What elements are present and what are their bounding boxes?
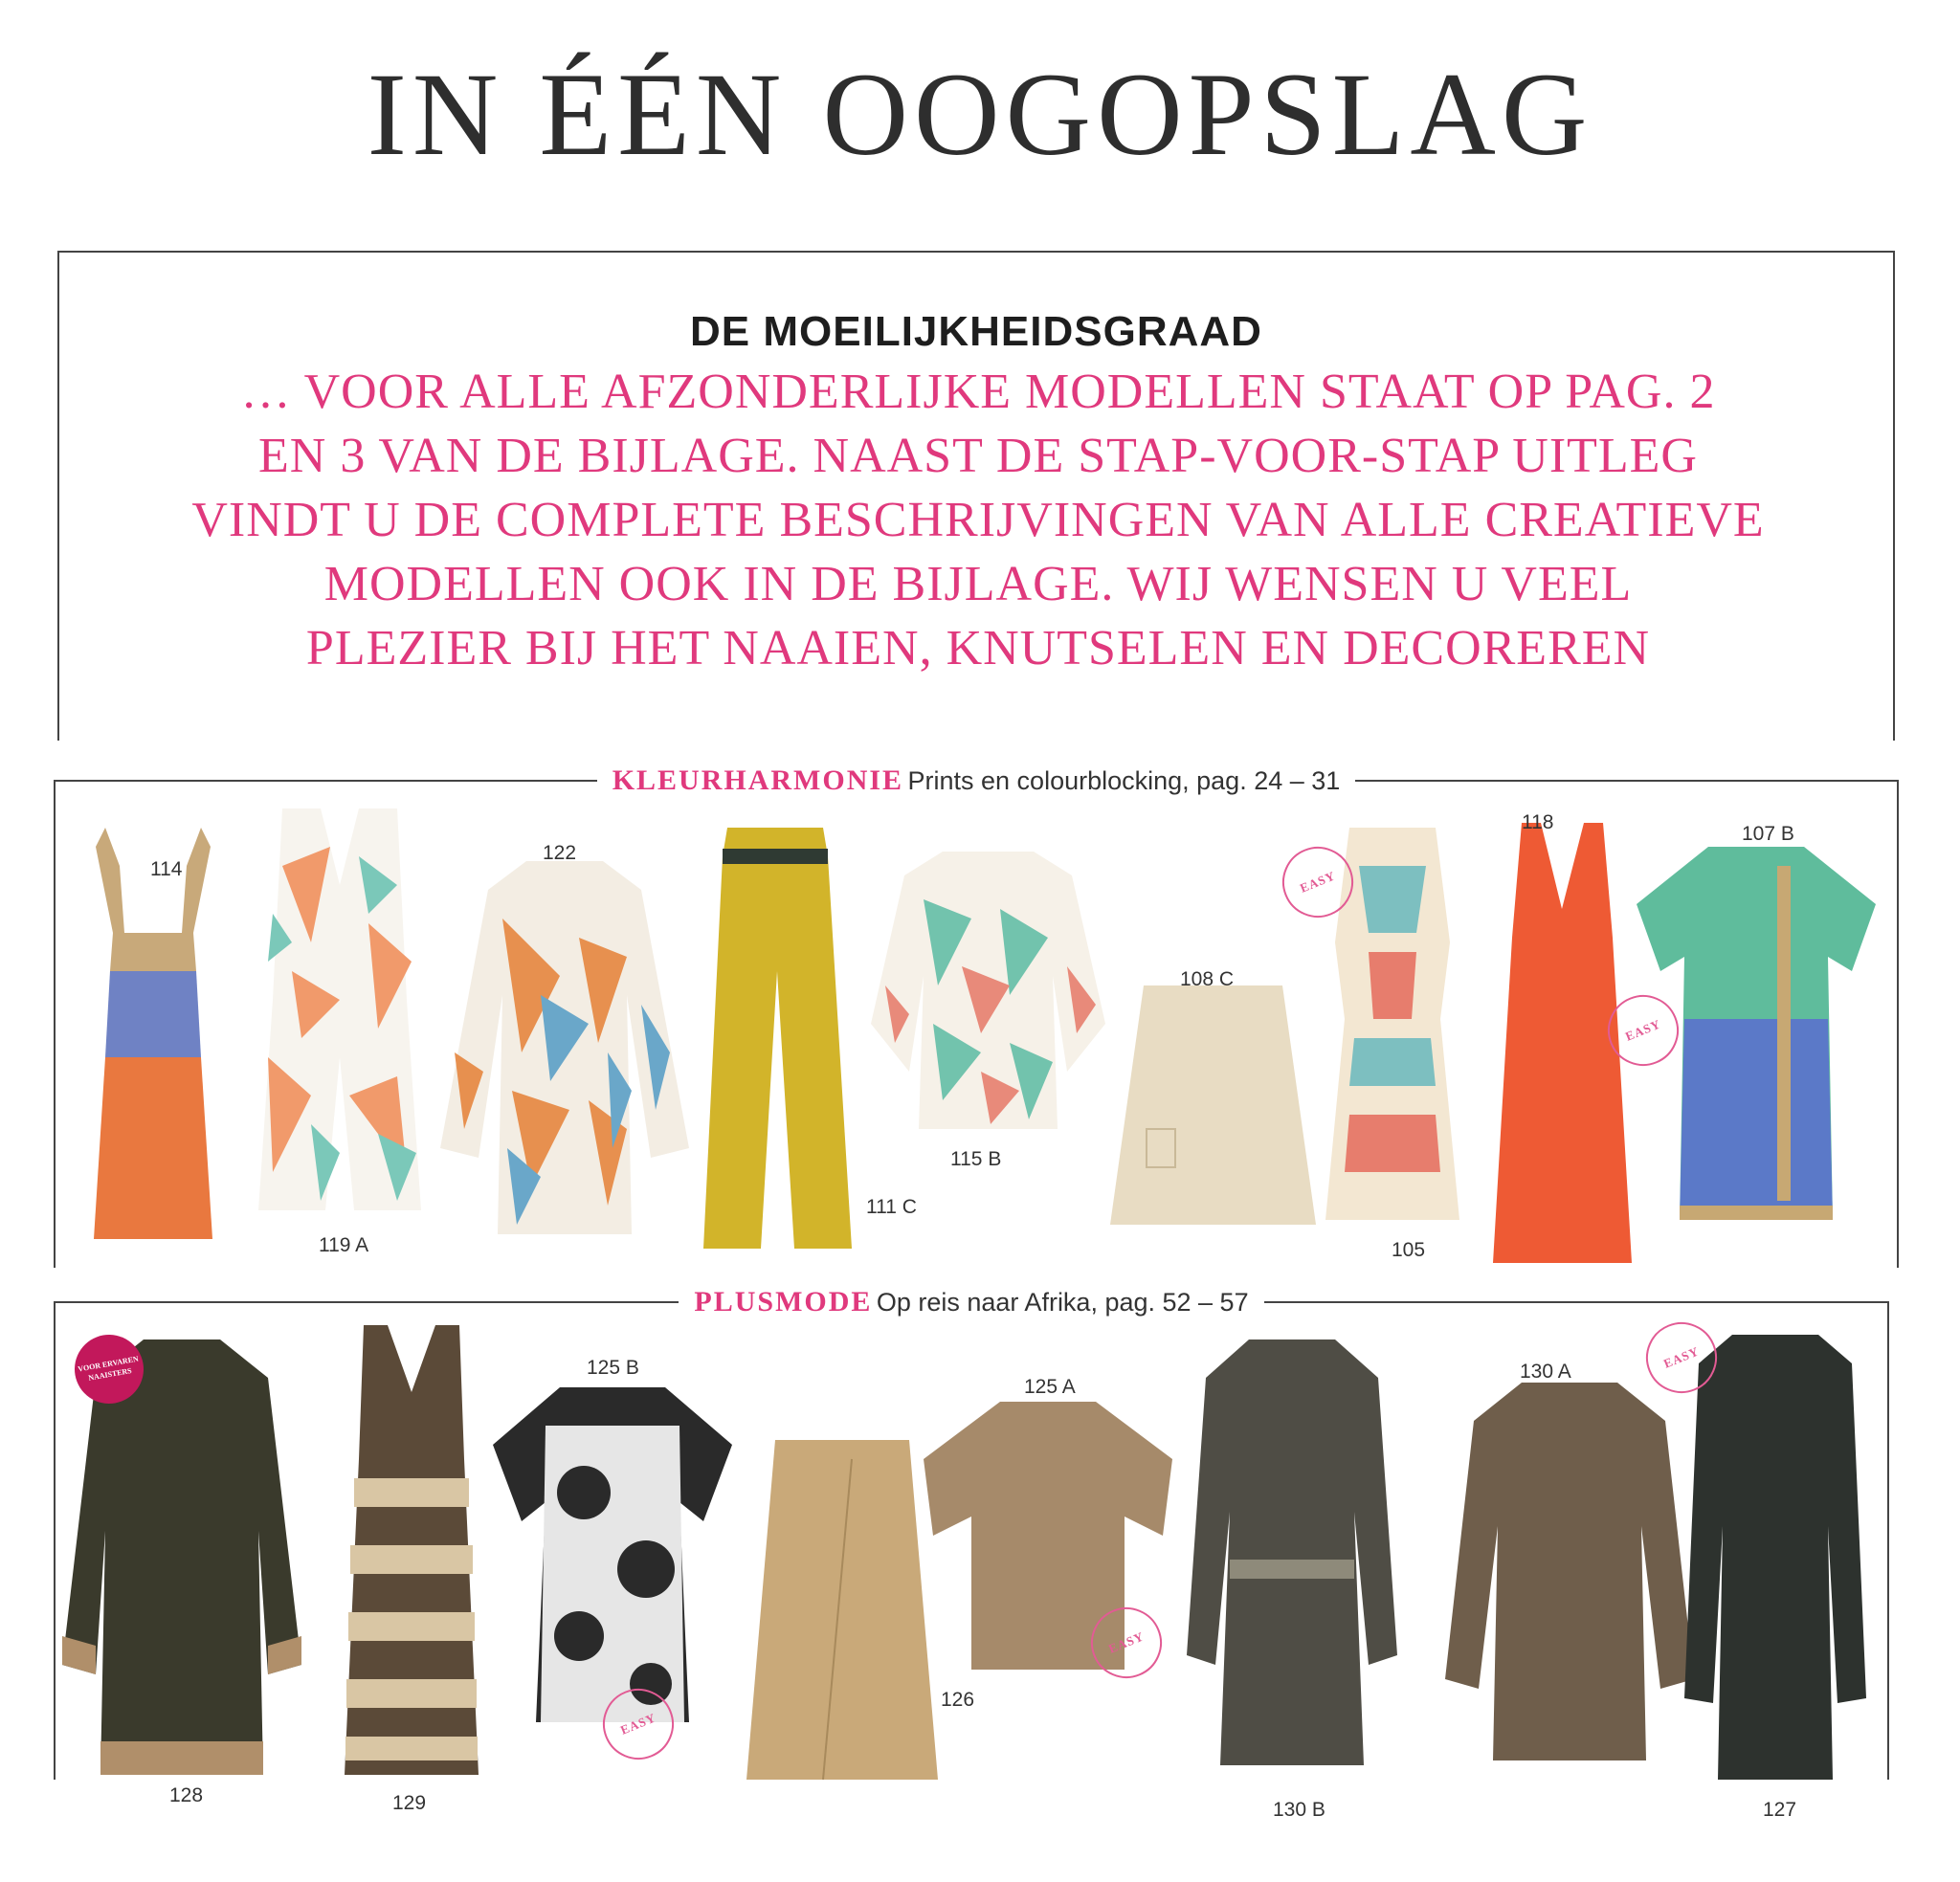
garment-125b-top[interactable] — [488, 1387, 737, 1727]
garment-label: 126 — [941, 1689, 975, 1711]
garment-107b-dress[interactable] — [1632, 847, 1881, 1220]
garment-label: 127 — [1763, 1799, 1797, 1821]
easy-stamp: EASY — [1636, 1312, 1727, 1404]
easy-stamp: EASY — [1272, 836, 1364, 928]
difficulty-text-line: MODELLEN OOK IN DE BIJLAGE. WIJ WENSEN U VEEL — [323, 557, 1633, 611]
garment-111c-trousers[interactable] — [699, 828, 852, 1258]
garment-119a-jumpsuit[interactable] — [254, 808, 426, 1229]
section-name: PLUSMODE — [694, 1286, 873, 1317]
garment-130b-dress[interactable] — [1187, 1340, 1397, 1770]
garment-label: 111 C — [866, 1196, 917, 1218]
garment-label: 130 B — [1273, 1799, 1325, 1821]
expert-stamp: VOOR ERVAREN NAAISTERS — [69, 1329, 148, 1408]
difficulty-text-line: PLEZIER BIJ HET NAAIEN, KNUTSELEN EN DECOREREN — [305, 621, 1651, 675]
section-header — [56, 764, 1897, 797]
garment-label: 122 — [543, 842, 577, 864]
garment-130a-dress[interactable] — [1445, 1383, 1694, 1765]
garment-114-dress[interactable] — [67, 828, 239, 1249]
garment-label: 118 — [1522, 811, 1554, 833]
garment-label: 125 A — [1024, 1376, 1076, 1398]
dress-midsection — [105, 971, 201, 1057]
easy-stamp: EASY — [1597, 985, 1689, 1076]
garment-label: 125 B — [587, 1357, 639, 1379]
garment-108c-skirt[interactable] — [1110, 985, 1316, 1234]
garment-label: 105 — [1392, 1239, 1426, 1261]
garment-115b-blouse[interactable] — [866, 852, 1110, 1139]
easy-stamp: EASY — [592, 1678, 684, 1770]
garment-128-coat[interactable] — [62, 1340, 301, 1780]
easy-stamp: EASY — [1080, 1597, 1172, 1689]
difficulty-text — [98, 360, 1859, 680]
difficulty-text-line: EN 3 VAN DE BIJLAGE. NAAST DE STAP-VOOR-STAP UITLEG — [258, 429, 1698, 483]
difficulty-intro-box — [57, 251, 1895, 741]
garment-122-dress[interactable] — [435, 861, 694, 1234]
garment-129-maxi-dress[interactable] — [345, 1325, 479, 1784]
garment-label: 119 A — [319, 1234, 369, 1256]
garment-label: 130 A — [1520, 1361, 1571, 1383]
difficulty-heading: DE MOEILIJKHEIDSGRAAD — [690, 308, 1262, 355]
garment-label: 128 — [169, 1784, 204, 1806]
garment-118-dress[interactable] — [1493, 823, 1632, 1277]
dress-bodice — [96, 828, 211, 971]
garment-label: 114 — [150, 858, 183, 880]
garment-127-cardigan[interactable] — [1684, 1335, 1866, 1784]
section-name: KLEURHARMONIE — [612, 764, 904, 796]
difficulty-text-line: VINDT U DE COMPLETE BESCHRIJVINGEN VAN ALLE CREATIEVE — [191, 493, 1765, 547]
section-subtitle: Op reis naar Afrika, pag. 52 – 57 — [876, 1288, 1249, 1317]
section-subtitle: Prints en colourblocking, pag. 24 – 31 — [907, 766, 1341, 795]
garment-label: 108 C — [1180, 968, 1235, 990]
garment-126-skirt[interactable] — [746, 1440, 938, 1784]
dress-skirt — [94, 1057, 212, 1239]
garment-label: 115 B — [950, 1148, 1002, 1170]
garment-label: 129 — [392, 1792, 427, 1814]
section-header — [56, 1286, 1887, 1318]
garment-label: 107 B — [1742, 823, 1794, 845]
difficulty-text-line: … VOOR ALLE AFZONDERLIJKE MODELLEN STAAT OP PAG. 2 — [240, 365, 1716, 419]
page-title: IN ÉÉN OOGOPSLAG — [367, 49, 1593, 180]
